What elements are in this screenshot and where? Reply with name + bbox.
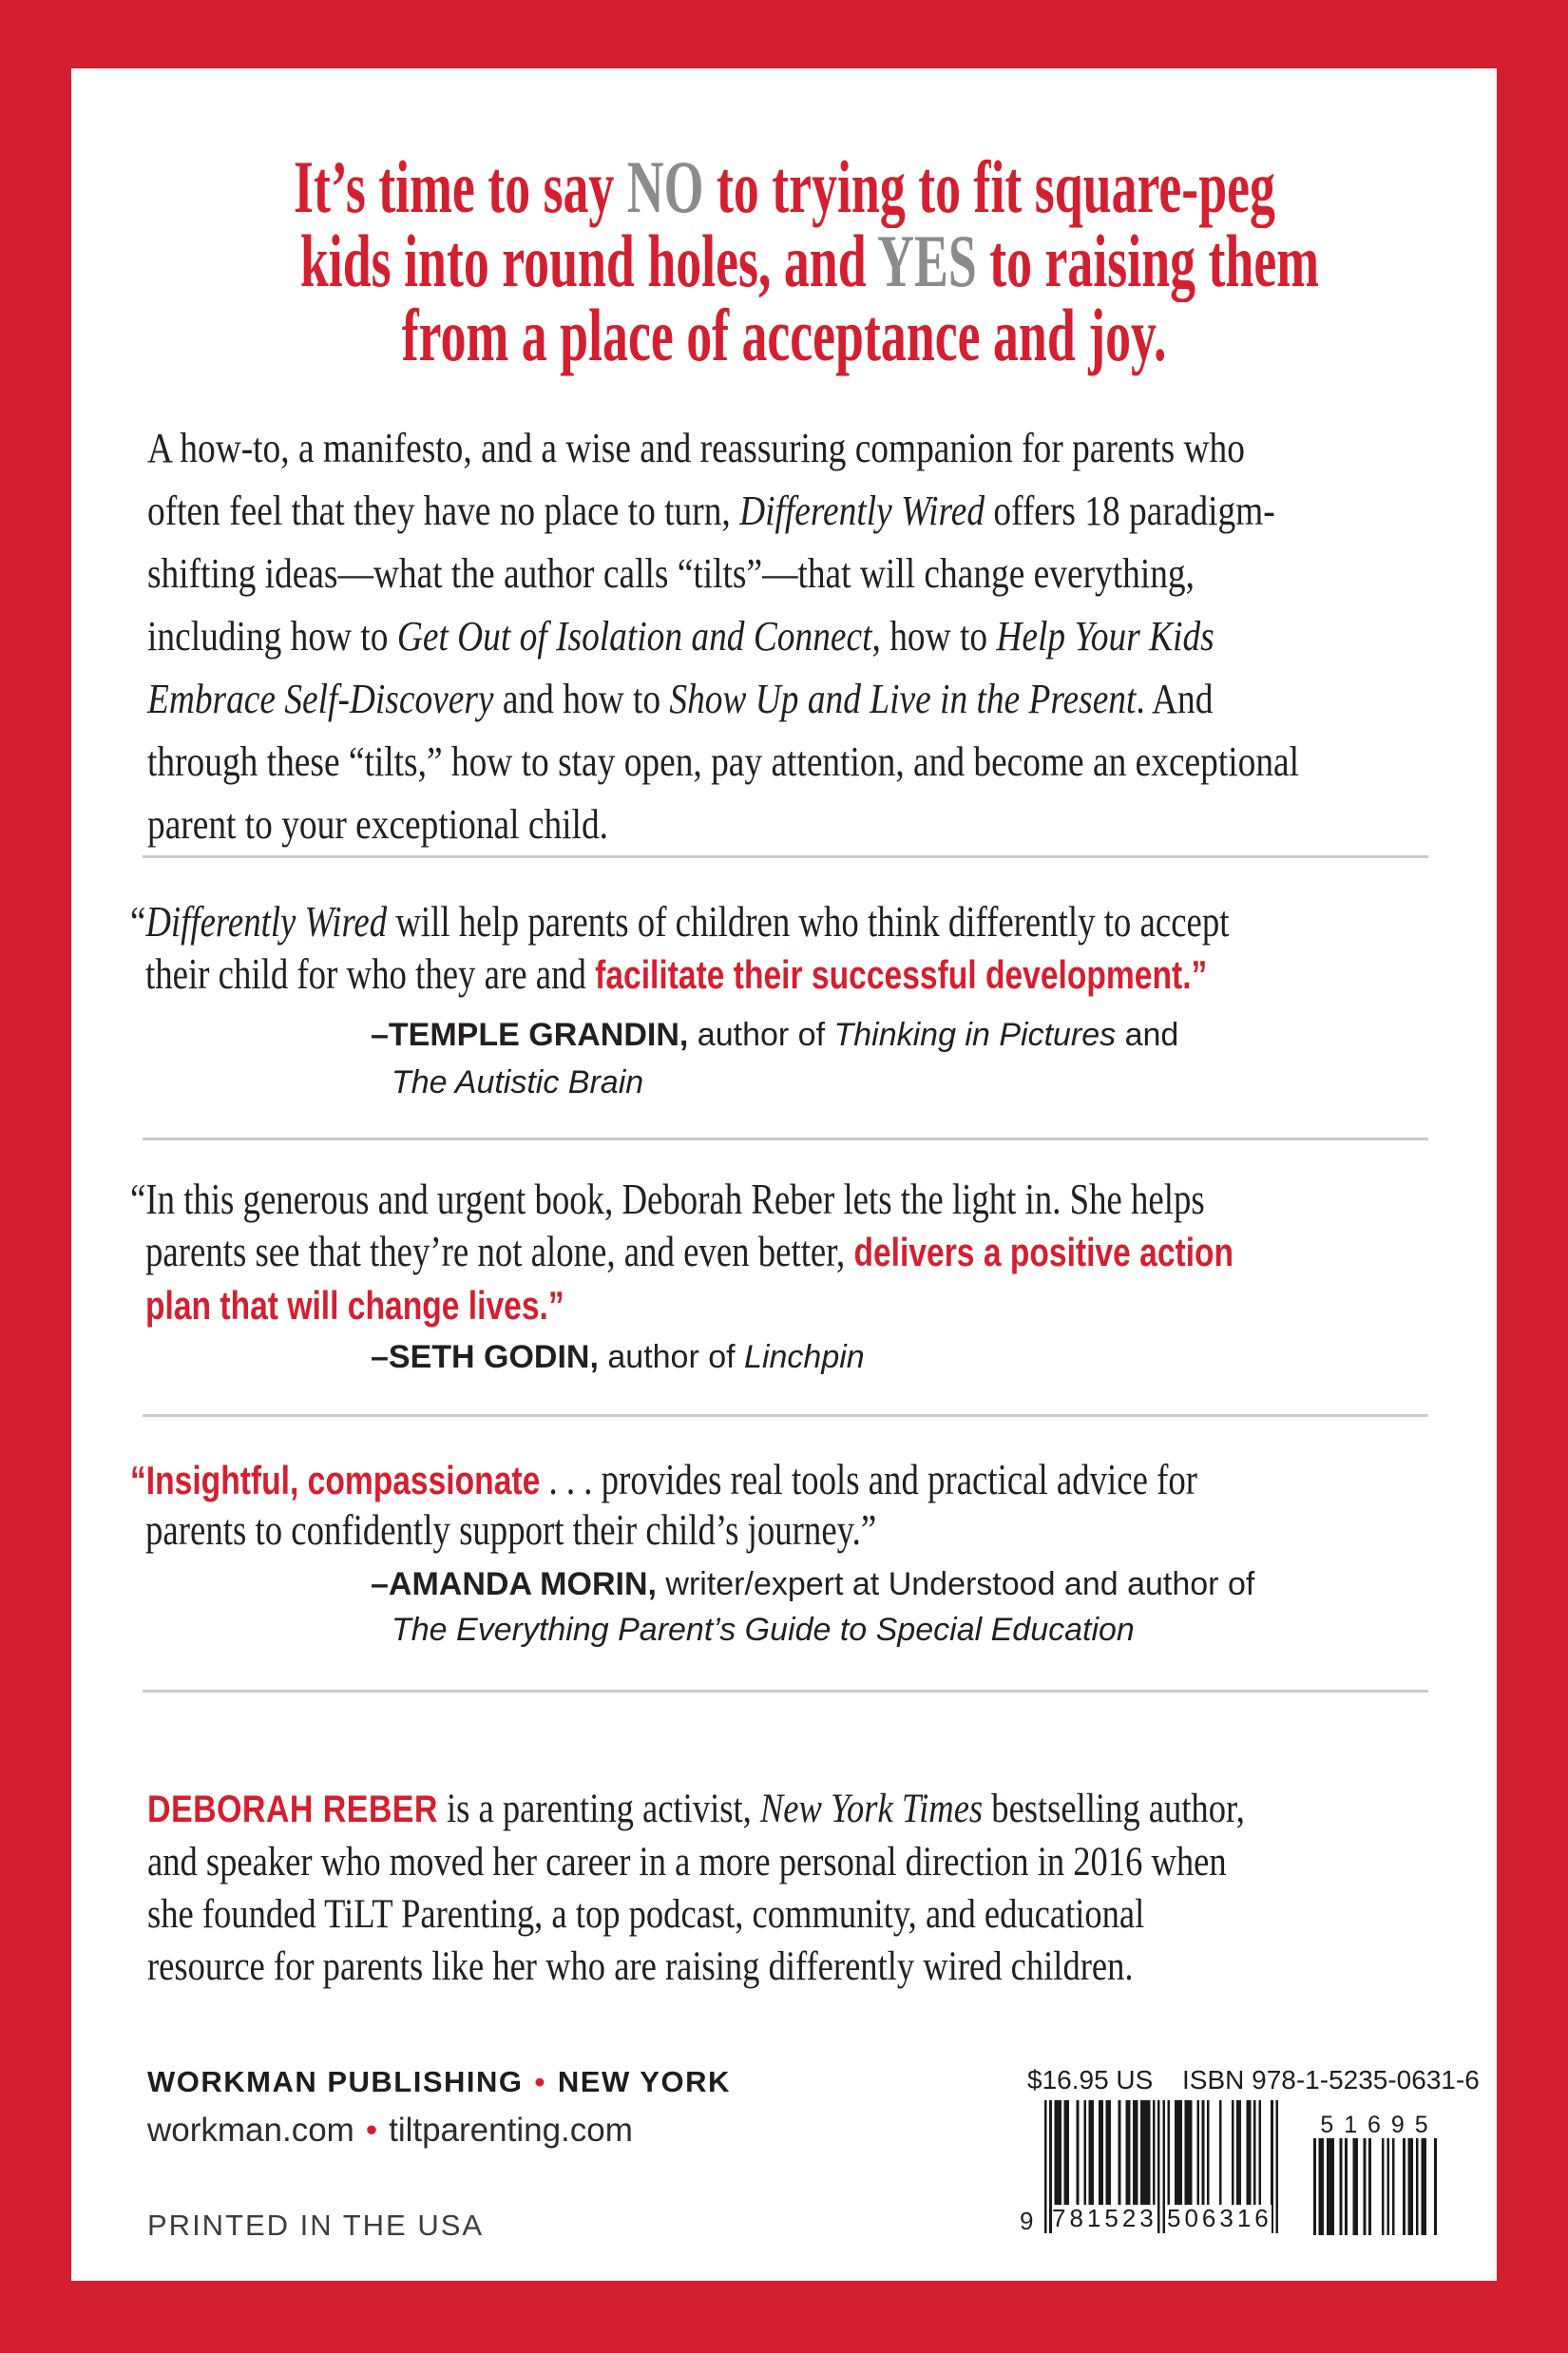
isbn-number: ISBN 978-1-5235-0631-6: [1182, 2065, 1480, 2095]
author-website: tiltparenting.com: [389, 2112, 633, 2149]
text-segment: A how-to, a manifesto, and a wise and reassuring companion for parents who: [147, 425, 1245, 471]
text-line: [71, 294, 1497, 376]
text-segment: The Autistic Brain: [392, 1064, 644, 1100]
text-segment: facilitate their successful development.”: [595, 952, 1208, 997]
text-segment: delivers a positive action: [853, 1230, 1234, 1274]
barcode-digit-group: 781523: [1052, 2204, 1157, 2232]
text-segment: Show Up and Live in the Present: [669, 676, 1137, 722]
text-segment: Embrace Self-Discovery: [147, 676, 494, 722]
text-line: [147, 731, 1497, 794]
text-segment: Differently Wired: [145, 897, 388, 946]
text-segment: It’s time to say: [293, 145, 627, 228]
text-segment: Thinking in Pictures: [833, 1017, 1117, 1053]
barcode-supplement-digits: 5 1 6 9 5: [1320, 2112, 1430, 2138]
barcode-bars: [1313, 2138, 1437, 2235]
text-line: [392, 1059, 1178, 1106]
bullet-icon: •: [365, 2112, 378, 2149]
text-segment: Get Out of Isolation and Connect: [396, 613, 872, 660]
text-line: [147, 794, 1497, 856]
divider: [143, 1138, 1428, 1140]
text-line: [145, 947, 1497, 1001]
headline: [71, 145, 1497, 376]
text-segment: from a place of acceptance and joy.: [401, 294, 1167, 376]
attribution-temple-grandin: [371, 1011, 1178, 1106]
barcode-lead-digit: 9: [1020, 2207, 1034, 2235]
intro-paragraph: [147, 417, 1497, 856]
text-segment: plan that will change lives.”: [145, 1283, 564, 1328]
text-segment: kids into round holes, and: [299, 220, 878, 302]
text-line: [147, 417, 1497, 480]
text-segment: The Everything Parent’s Guide to Special Education: [392, 1612, 1135, 1648]
text-line: [145, 1225, 1497, 1278]
text-segment: resource for parents like her who are raising differently wired children.: [147, 1944, 1134, 1989]
barcode-digit-group: 506316: [1167, 2204, 1272, 2232]
text-segment: parents to confidently support their child’s journey.”: [145, 1505, 877, 1554]
text-line: [147, 668, 1497, 731]
divider: [143, 855, 1428, 858]
text-line: [130, 1455, 1464, 1505]
text-segment: and speaker who moved her career in a more personal direction in 2016 when: [147, 1840, 1227, 1884]
text-segment: writer/expert at Understood and author of: [656, 1566, 1255, 1602]
text-segment: –SETH GODIN,: [371, 1339, 599, 1375]
barcode-supplement: [1313, 2112, 1437, 2235]
text-segment: author of: [598, 1339, 745, 1375]
publisher-name: WORKMAN PUBLISHING: [147, 2065, 524, 2098]
text-segment: “: [130, 897, 146, 946]
text-line: [371, 1333, 865, 1381]
text-segment: –TEMPLE GRANDIN,: [371, 1017, 689, 1053]
text-segment: often feel that they have no place to turn,: [147, 488, 740, 534]
text-segment: shifting ideas—what the author calls “tilts”—that will change everything,: [147, 550, 1195, 597]
quote-seth-godin: [130, 1173, 1497, 1331]
text-line: [147, 543, 1497, 605]
text-line: [147, 1941, 1439, 1993]
publisher-line: [147, 2065, 731, 2099]
text-line: [147, 605, 1497, 668]
text-segment: “Insightful, compassionate: [130, 1458, 541, 1502]
text-line: [147, 1888, 1439, 1941]
divider: [143, 1414, 1428, 1417]
cover-content-panel: [71, 68, 1497, 2281]
attribution-amanda-morin: [371, 1561, 1254, 1653]
text-segment: through these “tilts,” how to stay open, pay attention, and become an exceptional: [147, 738, 1300, 785]
text-segment: New York Times: [759, 1787, 984, 1831]
quote-temple-grandin: [130, 895, 1497, 1001]
price: $16.95 US: [1027, 2065, 1154, 2095]
text-line: [371, 1011, 1178, 1059]
text-segment: . . . provides real tools and practical advice for: [540, 1455, 1198, 1503]
text-segment: including how to: [147, 613, 397, 660]
text-line: [145, 1278, 1497, 1331]
text-segment: and: [1116, 1017, 1179, 1053]
publisher-website: workman.com: [147, 2112, 354, 2149]
text-line: [371, 1561, 1254, 1607]
bullet-icon: •: [534, 2065, 546, 2098]
text-segment: their child for who they are and: [145, 949, 596, 998]
text-segment: bestselling author,: [983, 1787, 1245, 1831]
text-line: [392, 1607, 1254, 1653]
divider: [143, 1690, 1428, 1693]
publisher-city: NEW YORK: [557, 2065, 731, 2098]
author-bio: [147, 1783, 1439, 1993]
text-segment: parent to your exceptional child.: [147, 801, 609, 848]
text-line: [130, 1173, 1497, 1225]
text-segment: Linchpin: [744, 1339, 865, 1375]
printed-in-usa: PRINTED IN THE USA: [147, 2209, 485, 2242]
attribution-seth-godin: [371, 1333, 865, 1381]
quote-amanda-morin: [130, 1455, 1464, 1555]
text-segment: Differently Wired: [739, 488, 985, 534]
text-segment: DEBORAH REBER: [147, 1789, 438, 1830]
text-line: [71, 145, 1497, 228]
text-line: [147, 1783, 1439, 1836]
text-segment: author of: [688, 1017, 834, 1053]
text-line: [130, 895, 1497, 947]
text-line: [147, 480, 1497, 543]
text-segment: parents see that they’re not alone, and even better,: [145, 1227, 854, 1275]
text-segment: –AMANDA MORIN,: [371, 1566, 657, 1602]
text-segment: to raising them: [976, 220, 1320, 302]
text-segment: offers 18 paradigm-: [985, 488, 1275, 534]
text-segment: YES: [877, 220, 977, 302]
barcode-main: [1020, 2100, 1278, 2235]
text-segment: is a parenting activist,: [437, 1787, 760, 1831]
text-segment: Help Your Kids: [996, 613, 1214, 660]
text-segment: will help parents of children who think differently to accept: [387, 897, 1230, 946]
websites-line: [147, 2112, 633, 2150]
text-segment: and how to: [493, 676, 670, 722]
text-segment: . And: [1136, 676, 1214, 722]
text-segment: , how to: [871, 613, 997, 660]
text-segment: she founded TiLT Parenting, a top podcast, community, and educational: [147, 1892, 1145, 1937]
text-segment: NO: [626, 145, 704, 228]
text-line: [71, 220, 1497, 302]
text-line: [147, 1836, 1439, 1888]
text-segment: “In this generous and urgent book, Deborah Reber lets the light in. She helps: [130, 1175, 1205, 1223]
text-segment: to trying to fit square-peg: [703, 145, 1275, 228]
text-line: [145, 1505, 1464, 1555]
